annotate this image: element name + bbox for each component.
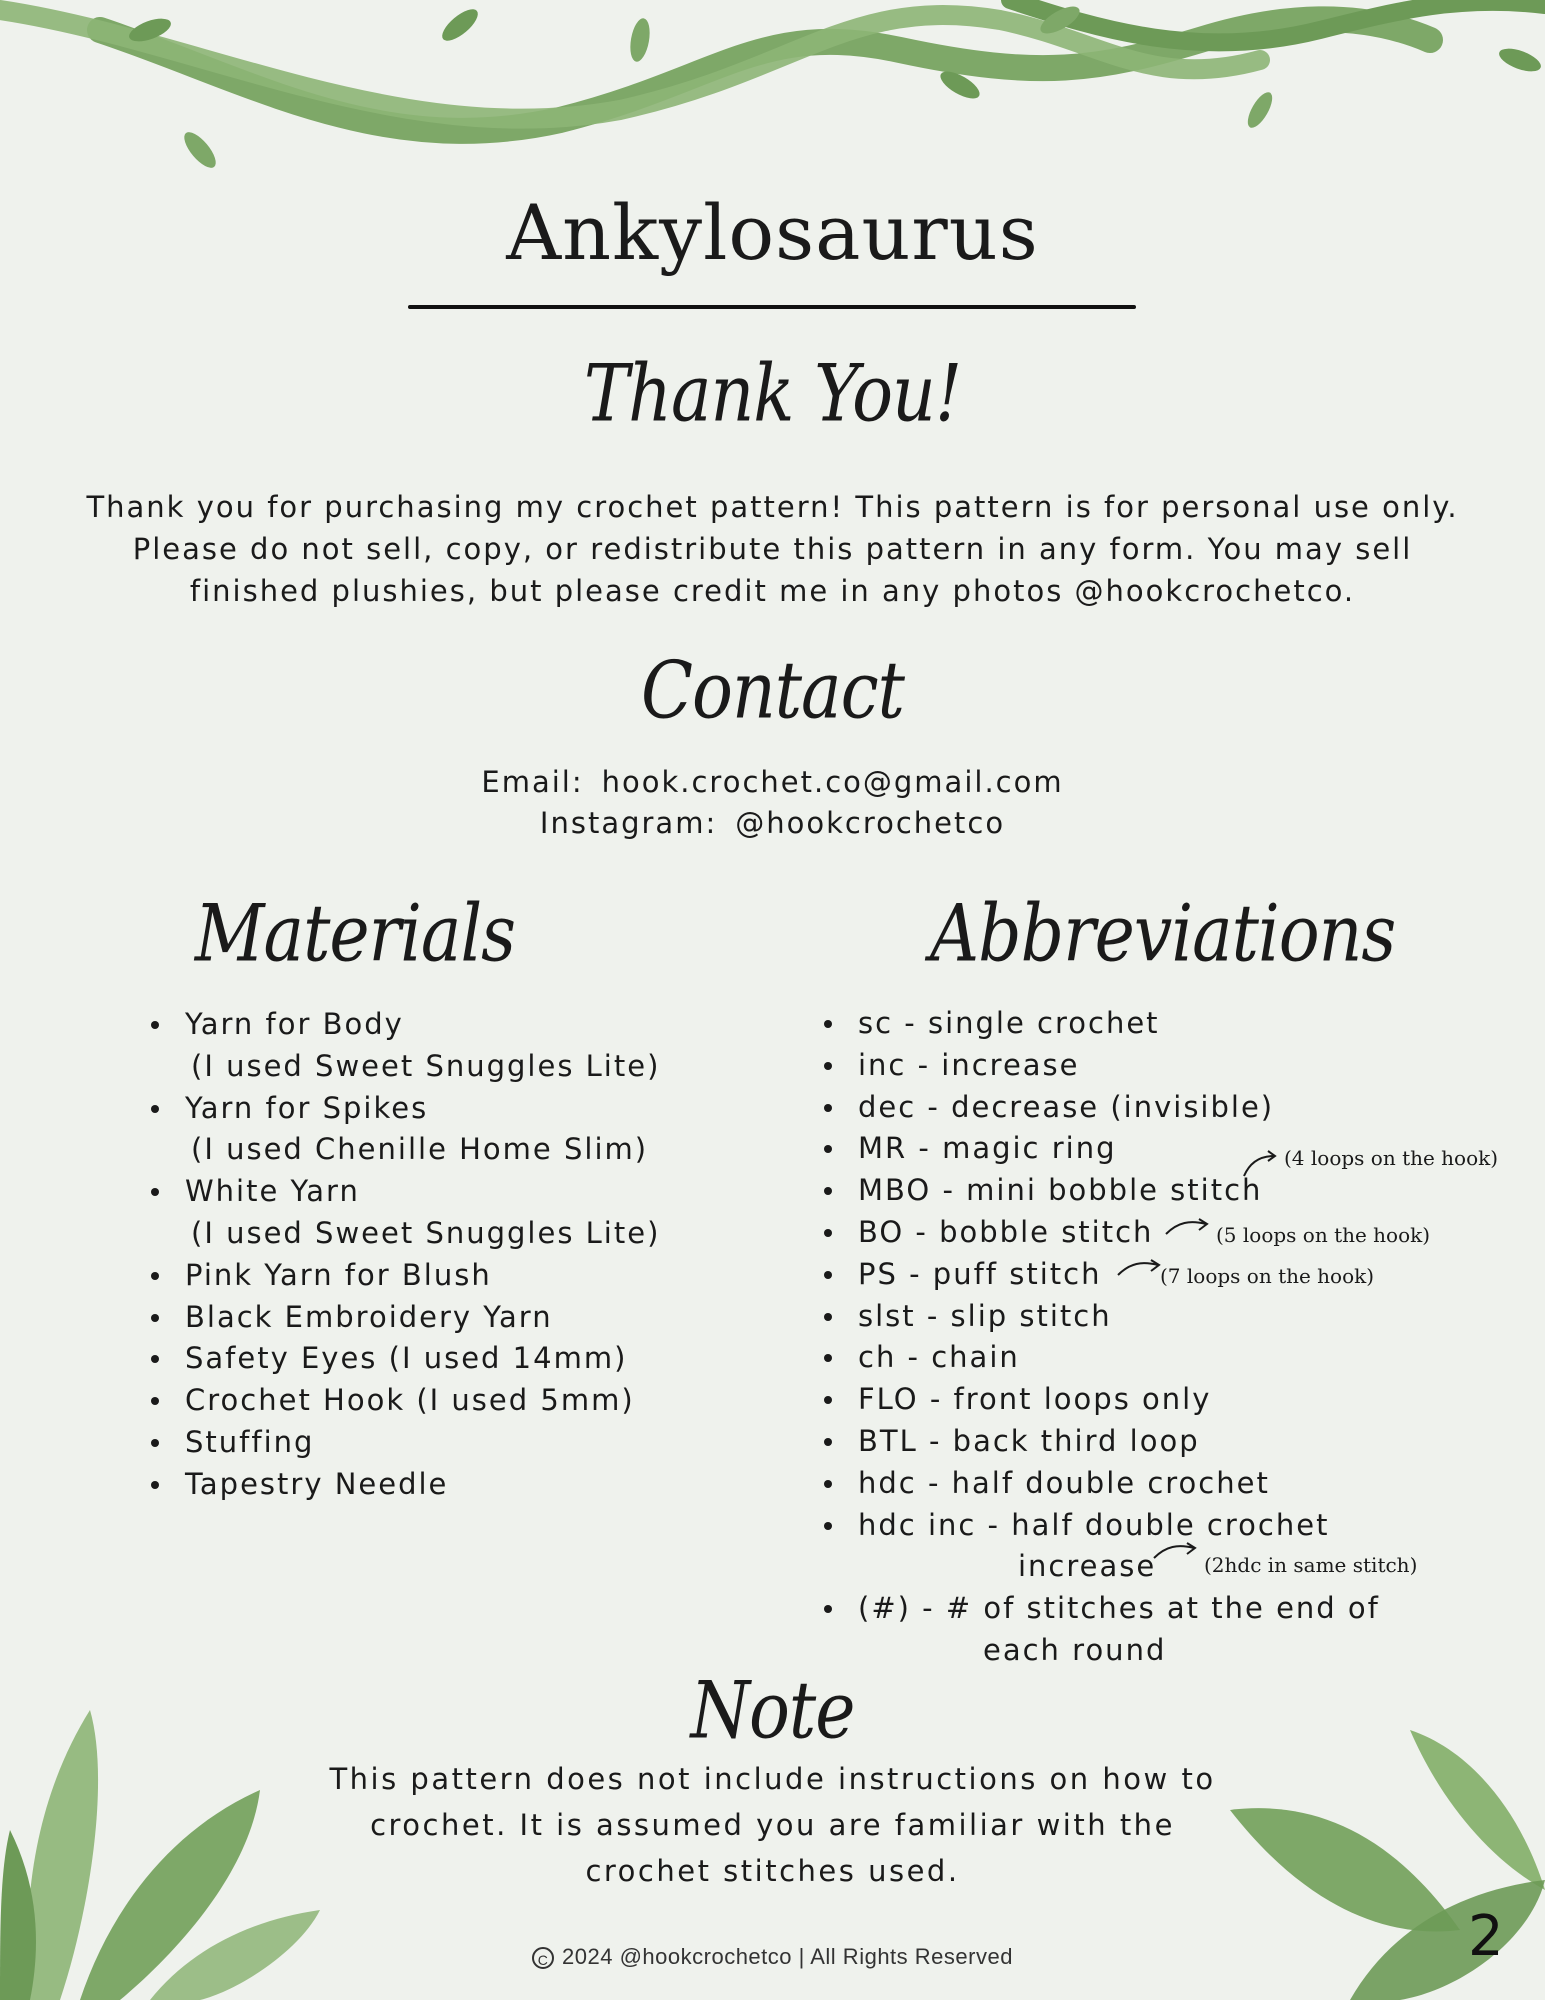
email-label: Email: <box>481 765 584 799</box>
list-item: Yarn for Spikes (I used Chenille Home Slim) <box>145 1088 705 1172</box>
thank-you-paragraph <box>0 486 1545 612</box>
instagram-label: Instagram: <box>539 806 718 840</box>
list-item: Yarn for Body (I used Sweet Snuggles Lite) <box>145 1004 705 1088</box>
thank-you-line: finished plushies, but please credit me in any photos @hookcrochetco. <box>189 574 1356 608</box>
bo-note: (5 loops on the hook) <box>1216 1223 1431 1247</box>
list-item: sc - single crochet <box>818 1003 1418 1045</box>
page-title: Ankylosaurus <box>506 188 1039 277</box>
list-item: PS - puff stitch <box>818 1254 1418 1296</box>
ps-note: (7 loops on the hook) <box>1160 1264 1375 1288</box>
copyright-icon: C <box>532 1947 554 1969</box>
list-item: dec - decrease (invisible) <box>818 1087 1418 1129</box>
list-item: ch - chain <box>818 1337 1418 1379</box>
thank-you-line: Please do not sell, copy, or redistribute this pattern in any form. You may sell <box>132 532 1413 566</box>
mbo-note: (4 loops on the hook) <box>1284 1146 1499 1170</box>
vine-decoration-top <box>0 0 1545 200</box>
note-paragraph <box>270 1756 1275 1894</box>
materials-heading: Materials <box>194 889 516 980</box>
list-item: BTL - back third loop <box>818 1421 1418 1463</box>
materials-list <box>145 1004 705 1506</box>
note-line: crochet stitches used. <box>585 1854 960 1888</box>
footer-text: 2024 @hookcrochetco | All Rights Reserved <box>562 1944 1013 1969</box>
thank-you-heading: Thank You! <box>583 349 962 440</box>
instagram-handle[interactable]: @hookcrochetco <box>735 806 1006 840</box>
thank-you-line: Thank you for purchasing my crochet pattern! This pattern is for personal use only. <box>86 490 1459 524</box>
title-divider <box>408 305 1136 309</box>
note-line: This pattern does not include instructions on how to <box>329 1762 1216 1796</box>
list-item: hdc - half double crochet <box>818 1463 1418 1505</box>
contact-heading: Contact <box>640 646 905 737</box>
list-item: MR - magic ring <box>818 1128 1418 1170</box>
list-item: Black Embroidery Yarn <box>145 1297 705 1339</box>
list-item: Crochet Hook (I used 5mm) <box>145 1380 705 1422</box>
list-item: inc - increase <box>818 1045 1418 1087</box>
list-item: FLO - front loops only <box>818 1379 1418 1421</box>
arrow-icon <box>1116 1255 1164 1279</box>
list-item: slst - slip stitch <box>818 1296 1418 1338</box>
note-line: crochet. It is assumed you are familiar with the <box>370 1808 1175 1842</box>
list-item: Stuffing <box>145 1422 705 1464</box>
page-number: 2 <box>1468 1904 1504 1969</box>
list-item: Pink Yarn for Blush <box>145 1255 705 1297</box>
hdc-inc-note: (2hdc in same stitch) <box>1204 1553 1418 1577</box>
abbreviations-heading: Abbreviations <box>930 889 1396 980</box>
list-item: BO - bobble stitch <box>818 1212 1418 1254</box>
list-item: hdc inc - half double crochet increase <box>818 1505 1418 1589</box>
arrow-icon <box>1240 1148 1280 1180</box>
list-item: MBO - mini bobble stitch <box>818 1170 1418 1212</box>
arrow-icon <box>1152 1538 1200 1562</box>
list-item: (#) - # of stitches at the end of each round <box>818 1588 1418 1672</box>
list-item: Tapestry Needle <box>145 1464 705 1506</box>
list-item: Safety Eyes (I used 14mm) <box>145 1338 705 1380</box>
contact-block <box>0 762 1545 844</box>
arrow-icon <box>1164 1214 1212 1238</box>
note-heading: Note <box>690 1666 855 1757</box>
email-address[interactable]: hook.crochet.co@gmail.com <box>601 765 1064 799</box>
list-item: White Yarn (I used Sweet Snuggles Lite) <box>145 1171 705 1255</box>
footer <box>0 1944 1545 1970</box>
